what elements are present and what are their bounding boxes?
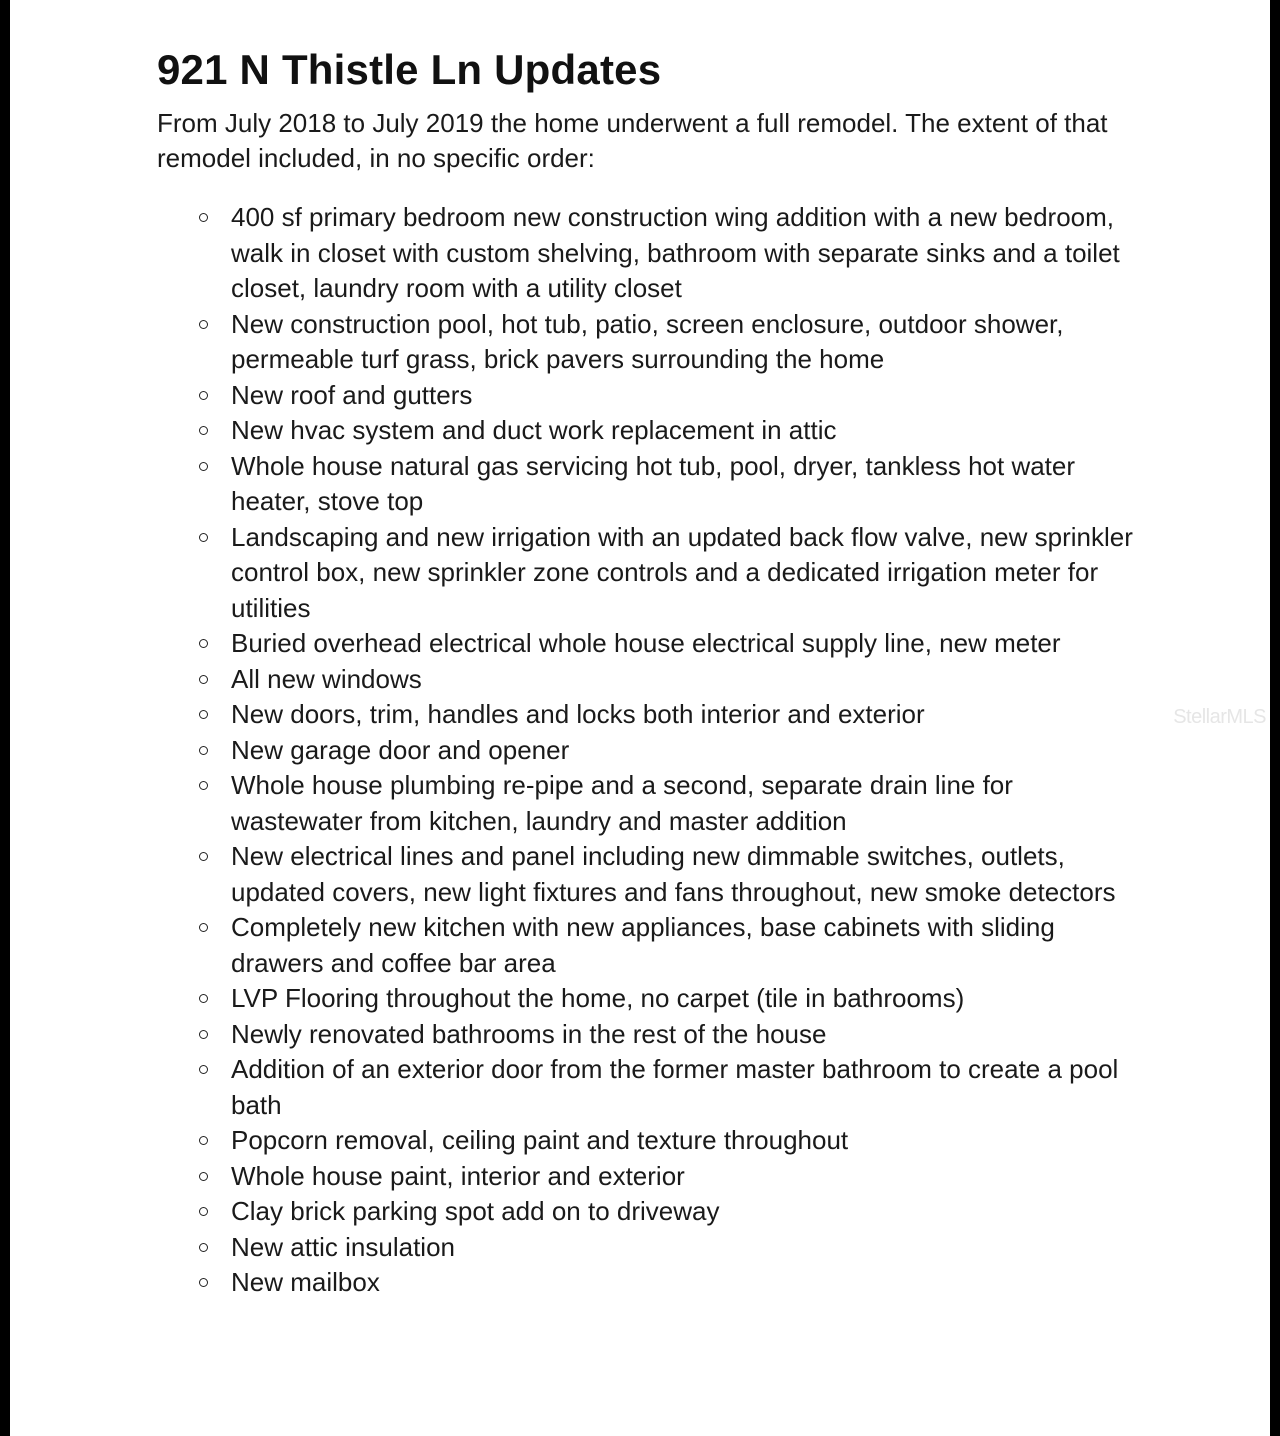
circle-bullet-icon [196,733,210,768]
list-item: Addition of an exterior door from the former master bathroom to create a pool bath [231,1052,1147,1123]
intro-paragraph: From July 2018 to July 2019 the home underwent a full remodel. The extent of that remodel included, in no specific order: [157,108,1108,173]
circle-bullet-icon [196,626,210,661]
list-item: Clay brick parking spot add on to driveway [231,1194,1147,1230]
list-item: New roof and gutters [231,378,1147,414]
list-item: New garage door and opener [231,733,1147,769]
circle-bullet-icon [196,1123,210,1158]
circle-bullet-icon [196,839,210,874]
list-item: New construction pool, hot tub, patio, screen enclosure, outdoor shower, permeable turf grass, brick pavers surrounding the home [231,307,1147,378]
list-item: New attic insulation [231,1230,1147,1266]
circle-bullet-icon [196,768,210,803]
circle-bullet-icon [196,1159,210,1194]
list-item: Buried overhead electrical whole house electrical supply line, new meter [231,626,1147,662]
updates-list [157,200,1147,1301]
list-item: New mailbox [231,1265,1147,1301]
circle-bullet-icon [196,1230,210,1265]
list-item: New electrical lines and panel including new dimmable switches, outlets, updated covers, new light fixtures and fans throughout, new smoke detectors [231,839,1147,910]
list-item: All new windows [231,662,1147,698]
list-item: New hvac system and duct work replacement in attic [231,413,1147,449]
circle-bullet-icon [196,449,210,484]
circle-bullet-icon [196,697,210,732]
list-item: Whole house natural gas servicing hot tub, pool, dryer, tankless hot water heater, stove top [231,449,1147,520]
list-item: Popcorn removal, ceiling paint and texture throughout [231,1123,1147,1159]
list-item: Landscaping and new irrigation with an updated back flow valve, new sprinkler control box, new sprinkler zone controls and a dedicated irrigation meter for utilities [231,520,1147,627]
document-title: 921 N Thistle Ln Updates [157,46,662,93]
watermark: StellarMLS [1173,706,1266,728]
circle-bullet-icon [196,1017,210,1052]
circle-bullet-icon [196,520,210,555]
list-item: Whole house paint, interior and exterior [231,1159,1147,1195]
circle-bullet-icon [196,1194,210,1229]
circle-bullet-icon [196,307,210,342]
circle-bullet-icon [196,1265,210,1300]
list-item: Whole house plumbing re-pipe and a second, separate drain line for wastewater from kitchen, laundry and master addition [231,768,1147,839]
list-item: New doors, trim, handles and locks both interior and exterior [231,697,1147,733]
circle-bullet-icon [196,910,210,945]
circle-bullet-icon [196,981,210,1016]
circle-bullet-icon [196,662,210,697]
document-content [157,44,1147,1301]
list-item: Newly renovated bathrooms in the rest of the house [231,1017,1147,1053]
circle-bullet-icon [196,378,210,413]
list-item: LVP Flooring throughout the home, no carpet (tile in bathrooms) [231,981,1147,1017]
circle-bullet-icon [196,413,210,448]
circle-bullet-icon [196,200,210,235]
list-item: Completely new kitchen with new appliances, base cabinets with sliding drawers and coffee bar area [231,910,1147,981]
document-page [10,0,1270,1436]
list-item: 400 sf primary bedroom new construction wing addition with a new bedroom, walk in closet with custom shelving, bathroom with separate sinks and a toilet closet, laundry room with a utility closet [231,200,1147,307]
circle-bullet-icon [196,1052,210,1087]
